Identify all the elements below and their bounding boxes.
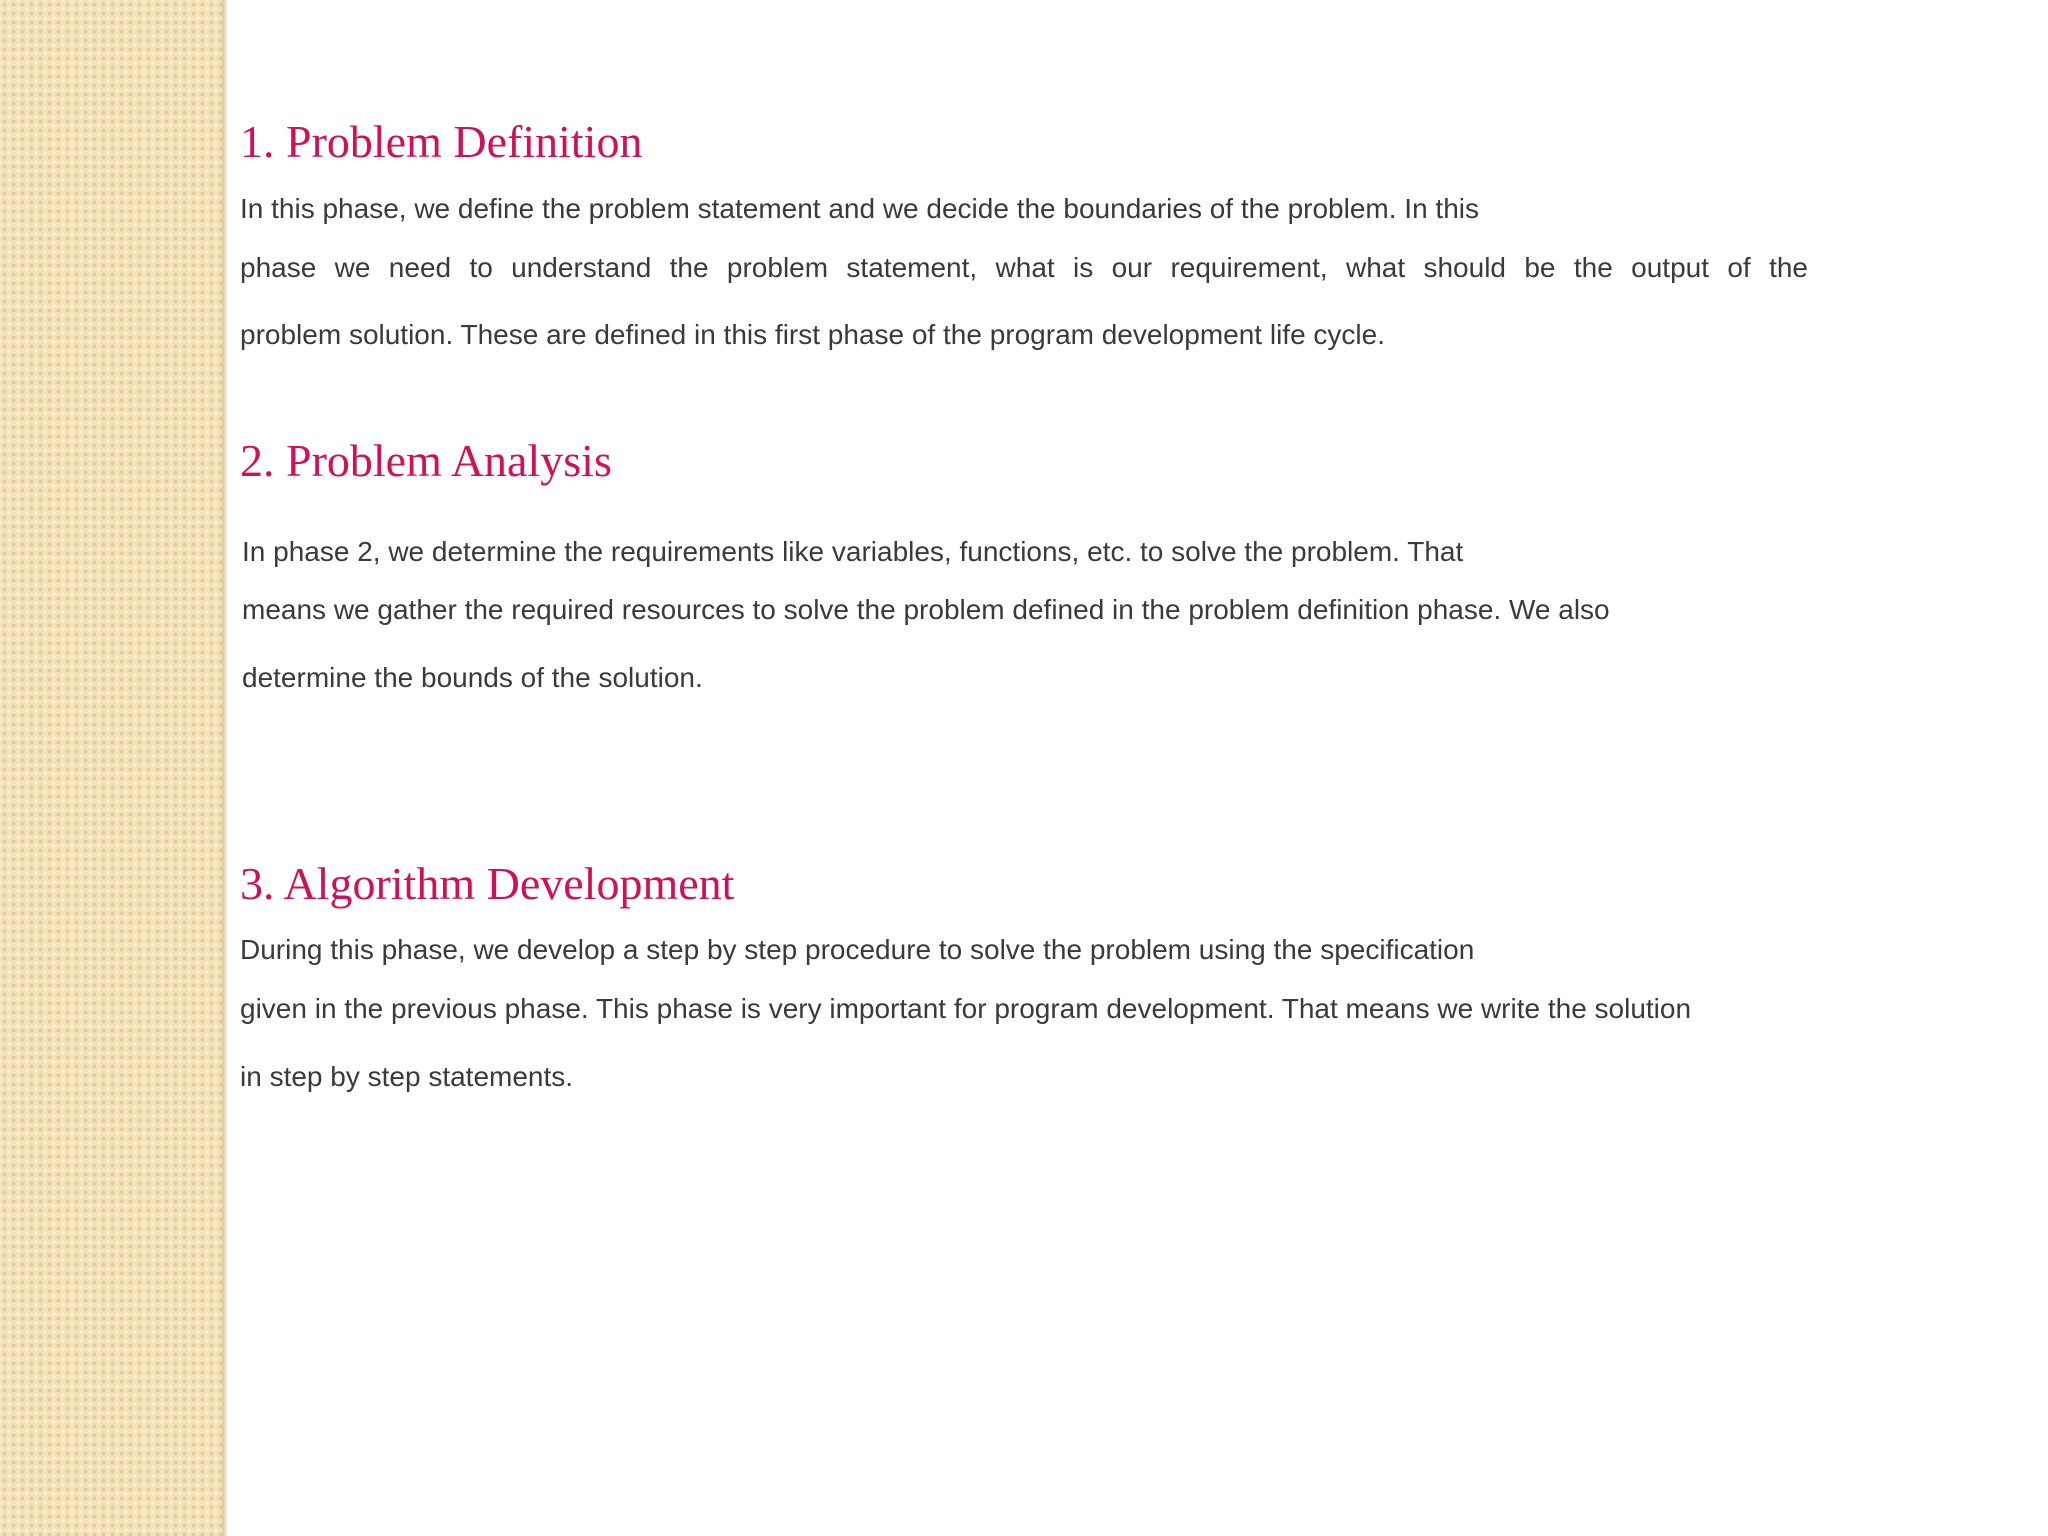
side-band-edge — [222, 0, 228, 1536]
section-3-line-3: in step by step statements. — [240, 1061, 574, 1092]
section-heading-problem-analysis: 2. Problem Analysis — [240, 435, 612, 486]
decorative-side-band — [0, 0, 222, 1536]
section-heading-algorithm-development: 3. Algorithm Development — [240, 858, 735, 909]
section-2-line-2: means we gather the required resources to solve the problem defined in the problem definition phase. We also — [242, 594, 1610, 625]
section-1-line-1: In this phase, we define the problem statement and we decide the boundaries of the problem. In this — [240, 193, 1479, 224]
section-3-line-2: given in the previous phase. This phase is very important for program development. That means we write the solution — [240, 993, 1692, 1024]
section-2-line-1: In phase 2, we determine the requirements like variables, functions, etc. to solve the problem. That — [242, 536, 1464, 567]
section-1-line-3: problem solution. These are defined in this first phase of the program development life cycle. — [240, 319, 1385, 350]
section-heading-problem-definition: 1. Problem Definition — [240, 116, 643, 167]
section-1-line-2: phase we need to understand the problem statement, what is our requirement, what should be the output of the — [240, 252, 1808, 283]
section-3-line-1: During this phase, we develop a step by step procedure to solve the problem using the specification — [240, 934, 1475, 965]
section-2-line-3: determine the bounds of the solution. — [242, 662, 703, 693]
